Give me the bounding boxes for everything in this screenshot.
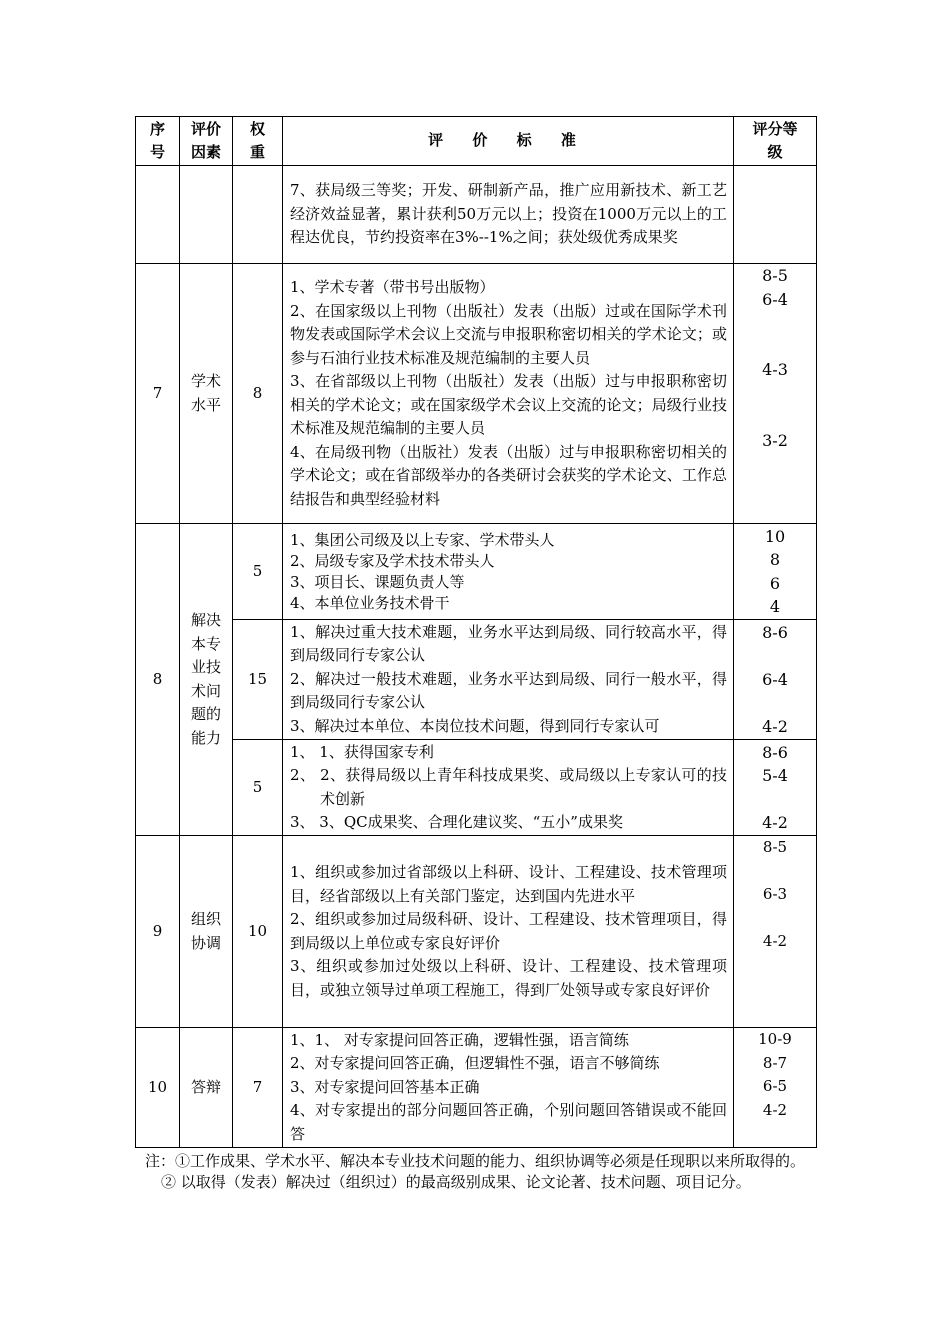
score-value: 4 <box>769 597 781 616</box>
criteria-item: 7、获局级三等奖；开发、研制新产品，推广应用新技术、新工艺经济效益显著，累计获利50万元以上；投资在1000万元以上的工程达优良，节约投资率在3%--1%之间；获处级优秀成果奖 <box>290 181 727 247</box>
score-cell <box>734 620 817 740</box>
criteria-item: 3、解决过本单位、本岗位技术问题，得到同行专家认可 <box>290 716 660 735</box>
score-cell <box>734 836 817 1028</box>
criteria-item: 4、对专家提出的部分问题回答正确，个别问题回答错误或不能回答 <box>290 1101 727 1143</box>
score-cell <box>734 264 817 524</box>
score-value: 4-3 <box>762 360 788 379</box>
weight-cell: 7 <box>233 1028 283 1148</box>
header-grade-line: 级 <box>767 143 783 161</box>
score-value: 4-2 <box>762 1100 788 1119</box>
seq-cell: 9 <box>136 836 180 1028</box>
criteria-item: 3、 3、QC成果奖、合理化建议奖、“五小”成果奖 <box>290 813 623 831</box>
score-value: 6-5 <box>762 1077 788 1095</box>
factor-line: 解决 <box>190 611 221 629</box>
score-value: 4-2 <box>762 932 788 950</box>
note-line-2: ② 以取得（发表）解决过（组织过）的最高级别成果、论文论著、技术问题、项目记分。 <box>161 1172 751 1191</box>
factor-line: 能力 <box>190 728 221 747</box>
factor-line: 业技 <box>190 658 221 676</box>
criteria-item: 3、组织或参加过处级以上科研、设计、工程建设、技术管理项目，或独立领导过单项工程施工，得到厂处领导或专家良好评价 <box>290 957 727 999</box>
weight-cell: 10 <box>233 836 283 1028</box>
factor-line: 组织 <box>190 910 221 928</box>
score-value: 10-9 <box>758 1030 792 1048</box>
header-grade <box>734 117 817 166</box>
factor-line: 术问 <box>190 681 221 700</box>
weight-cell: 5 <box>233 524 283 620</box>
criteria-item: 4、本单位业务技术骨干 <box>290 593 450 612</box>
score-spacer <box>734 860 816 884</box>
criteria-item: 1、1、 对专家提问回答正确，逻辑性强，语言简练 <box>290 1030 629 1049</box>
header-weight <box>233 117 283 166</box>
score-value: 6-4 <box>762 289 788 309</box>
header-criteria: 评 价 标 准 <box>283 117 734 166</box>
criteria-item: 2、 2、获得局级以上青年科技成果奖、或局级以上专家认可的技术创新 <box>290 766 727 808</box>
score-cell <box>734 1028 817 1148</box>
criteria-item: 2、组织或参加过局级科研、设计、工程建设、技术管理项目，得到局级以上单位或专家良好评价 <box>290 910 727 952</box>
table-row-7 <box>136 264 817 524</box>
score-value: 3-2 <box>762 430 788 450</box>
score-value: 6-3 <box>762 885 788 903</box>
weight-cell: 15 <box>233 620 283 740</box>
criteria-cell <box>283 1028 734 1148</box>
criteria-item: 2、在国家级以上刊物（出版社）发表（出版）过或在国际学术刊物发表或国际学术会议上交流与申报职称密切相关的学术论文；或参与石油行业技术标准及规范编制的主要人员 <box>290 301 727 367</box>
factor-line: 本专 <box>190 634 221 653</box>
table-row-10 <box>136 1028 817 1148</box>
factor-cell <box>180 836 233 1028</box>
factor-cell-empty <box>180 166 233 264</box>
criteria-item: 2、局级专家及学术技术带头人 <box>290 551 495 570</box>
score-value: 6-4 <box>762 669 788 689</box>
factor-line: 题的 <box>190 705 221 723</box>
score-value: 8 <box>769 550 781 569</box>
criteria-item: 2、对专家提问回答正确，但逻辑性不强，语言不够简练 <box>290 1054 660 1073</box>
score-cell <box>734 740 817 836</box>
seq-cell: 8 <box>136 524 180 836</box>
criteria-item: 4、在局级刊物（出版社）发表（出版）过与申报职称密切相关的学术论文；或在省部级举办的各类研讨会获奖的学术论文、工作总结报告和典型经验材料 <box>290 442 727 508</box>
criteria-cell <box>283 836 734 1028</box>
factor-cell <box>180 1028 233 1148</box>
table-row-9 <box>136 836 817 1028</box>
weight-cell-empty <box>233 166 283 264</box>
note-line-1: 注：①工作成果、学术水平、解决本专业技术问题的能力、组织协调等必须是任现职以来所取得的。 <box>145 1152 806 1170</box>
header-factor-line: 评价 <box>190 119 221 138</box>
header-seq-line: 号 <box>149 143 165 161</box>
criteria-cell <box>283 740 734 836</box>
evaluation-table <box>135 116 817 1148</box>
table-row-8-sub2 <box>136 620 817 740</box>
score-cell <box>734 524 817 620</box>
seq-cell: 7 <box>136 264 180 524</box>
criteria-item: 3、对专家提问回答基本正确 <box>290 1077 480 1096</box>
criteria-item: 1、组织或参加过省部级以上科研、设计、工程建设、技术管理项目，经省部级以上有关部门鉴定，达到国内先进水平 <box>290 863 727 905</box>
score-spacer <box>734 382 816 429</box>
criteria-item: 1、集团公司级及以上专家、学术带头人 <box>290 530 555 549</box>
score-value: 10 <box>764 526 786 546</box>
criteria-cell <box>283 524 734 620</box>
criteria-cell <box>283 620 734 740</box>
header-factor <box>180 117 233 166</box>
seq-cell: 10 <box>136 1028 180 1148</box>
table-row-continued <box>136 166 817 264</box>
score-spacer <box>734 788 816 812</box>
score-spacer <box>734 644 816 668</box>
factor-cell <box>180 524 233 836</box>
weight-cell: 8 <box>233 264 283 524</box>
seq-cell-empty <box>136 166 180 264</box>
header-grade-line: 评分等 <box>752 119 798 138</box>
score-value: 8-6 <box>762 742 788 762</box>
factor-line: 水平 <box>190 395 221 414</box>
criteria-item: 3、在省部级以上刊物（出版社）发表（出版）过与申报职称密切相关的学术论文；或在国家级学术会议上交流的论文；局级行业技术标准及规范编制的主要人员 <box>290 372 727 437</box>
factor-line: 答辩 <box>190 1077 221 1096</box>
factor-line: 学术 <box>190 372 221 390</box>
factor-cell <box>180 264 233 524</box>
table-row-8-sub1 <box>136 524 817 620</box>
table-row-8-sub3 <box>136 740 817 836</box>
score-value: 8-5 <box>762 838 788 856</box>
header-factor-line: 因素 <box>190 143 221 161</box>
criteria-item: 3、项目长、课题负责人等 <box>290 572 465 591</box>
criteria-item: 2、解决过一般技术难题，业务水平达到局级、同行一般水平，得到局级同行专家公认 <box>290 669 727 712</box>
header-row <box>136 117 817 166</box>
factor-line: 协调 <box>190 933 221 952</box>
score-value: 4-2 <box>762 813 788 832</box>
score-value: 4-2 <box>762 716 788 736</box>
score-value: 5-4 <box>762 766 788 785</box>
header-seq-line: 序 <box>149 119 165 138</box>
criteria-item: 1、学术专著（带书号出版物） <box>290 278 495 296</box>
score-value: 8-5 <box>762 266 788 285</box>
score-value: 8-6 <box>762 622 788 642</box>
score-spacer <box>734 907 816 931</box>
score-spacer <box>734 311 816 358</box>
score-spacer <box>734 691 816 715</box>
header-weight-line: 权 <box>249 119 265 138</box>
score-value: 6 <box>769 573 781 593</box>
table-notes <box>145 1152 825 1191</box>
criteria-cell <box>283 264 734 524</box>
criteria-item: 1、 1、获得国家专利 <box>290 742 434 761</box>
score-value: 8-7 <box>762 1053 788 1072</box>
header-weight-line: 重 <box>249 143 265 161</box>
score-cell-empty <box>734 166 817 264</box>
criteria-cell <box>283 166 734 264</box>
weight-cell: 5 <box>233 740 283 836</box>
criteria-item: 1、解决过重大技术难题，业务水平达到局级、同行较高水平，得到局级同行专家公认 <box>290 622 727 665</box>
header-seq <box>136 117 180 166</box>
